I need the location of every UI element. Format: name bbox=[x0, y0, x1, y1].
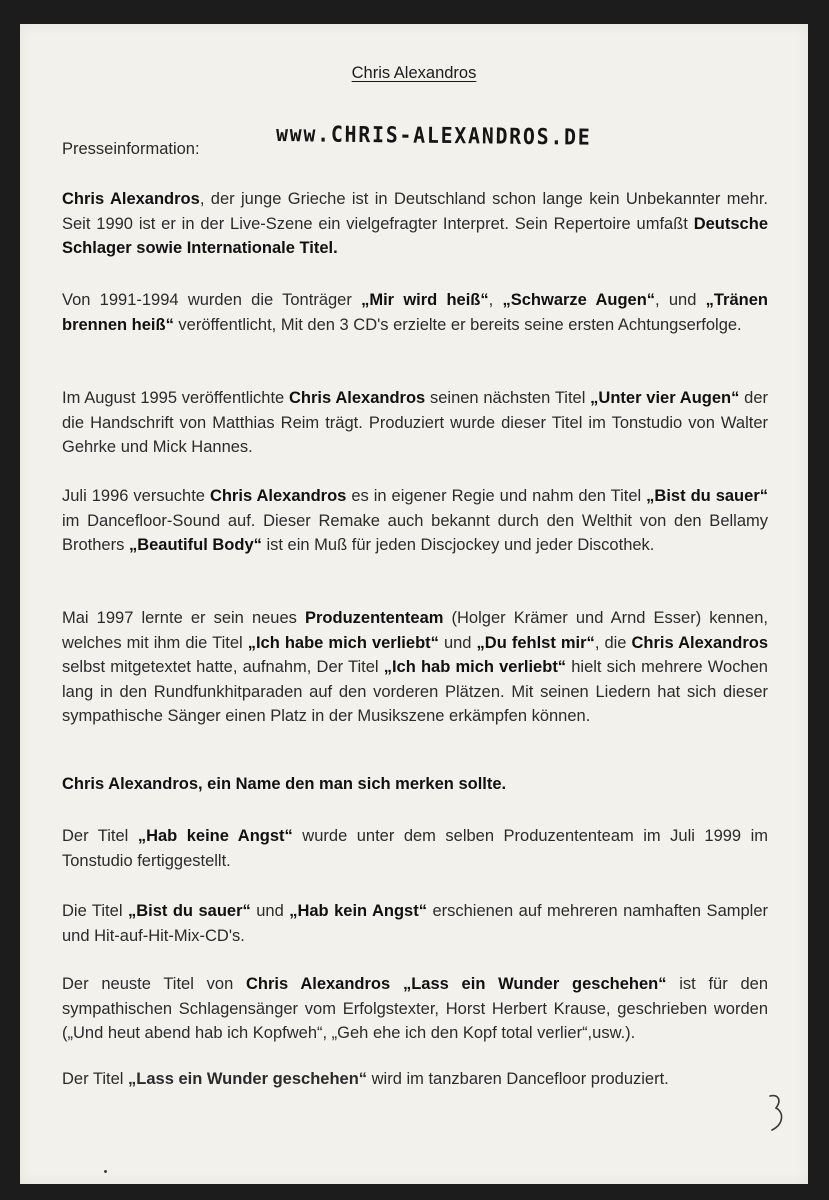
artist-name: Chris Alexandros bbox=[631, 633, 768, 652]
paragraph-1999 bbox=[62, 824, 768, 873]
song-title: „Ich hab mich verliebt“ bbox=[383, 658, 567, 676]
paragraph-text: Der Titel bbox=[62, 827, 138, 845]
press-info-label: Presseinformation: bbox=[62, 140, 200, 158]
paragraph-text: hielt sich mehrere Wochen lang in den Rundfunkhitparaden auf den vorderen Plätzen. Mit seinen Liedern hat sich dieser sympathische Sänger einen Platz in der Musikszene erkämpfen können. bbox=[62, 658, 768, 725]
paragraph-text: im Dancefloor-Sound auf. Dieser Remake auch bekannt durch den Welthit von den Bellamy Brothers bbox=[62, 511, 768, 554]
paragraph-text: , die bbox=[594, 633, 632, 652]
paragraph-text: ist ein Muß für jeden Discjockey und jeder Discothek. bbox=[261, 536, 655, 554]
paragraph-text: Von 1991-1994 wurden die Tonträger bbox=[62, 291, 362, 309]
artist-name: Chris Alexandros bbox=[246, 975, 391, 993]
website-stamp: www.CHRIS-ALEXANDROS.DE bbox=[275, 122, 592, 151]
paragraph-text: Der neuste Titel von bbox=[62, 975, 246, 993]
song-title: „Du fehlst mir“ bbox=[476, 633, 595, 652]
press-sheet bbox=[20, 24, 808, 1184]
song-title: „Tränen brennen heiß“ bbox=[62, 291, 768, 334]
paragraph-text: Mai 1997 lernte er sein neues bbox=[62, 609, 305, 627]
paragraph-early-releases bbox=[62, 288, 768, 337]
paragraph-text: , bbox=[488, 291, 503, 309]
artist-name: Chris Alexandros bbox=[289, 389, 426, 407]
song-title: „Ich habe mich verliebt“ bbox=[247, 633, 439, 652]
paragraph-text: erschienen auf mehreren namhaften Sampler und Hit-auf-Hit-Mix-CD's. bbox=[62, 902, 769, 945]
document-title: Chris Alexandros bbox=[351, 64, 477, 82]
paragraph-text: der die Handschrift von Matthias Reim trägt. Produziert wurde dieser Titel im Tonstudio von Walter Gehrke und Mick Hannes. bbox=[62, 389, 768, 456]
song-title: „Mir wird heiß“ bbox=[361, 291, 489, 309]
paragraph-text: und bbox=[250, 902, 290, 920]
paragraph-text: ist für den sympathischen Schlagensänger vom Erfolgstexter, Horst Herbert Krause, geschrieben worden („Und heut abend hab ich Kopfweh“, „Geh ehe ich den Kopf total verlier“,usw.). bbox=[62, 975, 769, 1042]
paper-speck bbox=[104, 1170, 107, 1173]
song-title: „Lass ein Wunder geschehen“ bbox=[128, 1070, 368, 1088]
paragraph-text: , der junge Grieche ist in Deutschland schon lange kein Unbekannter mehr. Seit 1990 ist er in der Live-Szene ein vielgefragter Interpret. Sein Repertoire umfaßt bbox=[62, 190, 768, 233]
paragraph-1995 bbox=[62, 386, 768, 460]
paragraph-samplers bbox=[62, 899, 768, 948]
producer-team: Produzententeam bbox=[304, 609, 444, 627]
song-title: „Unter vier Augen“ bbox=[590, 389, 740, 407]
paragraph-text: Im August 1995 veröffentlichte bbox=[62, 389, 290, 407]
paragraph-text: Der Titel bbox=[62, 1070, 129, 1088]
artist-name: Chris Alexandros bbox=[209, 487, 347, 505]
paragraph-text: und bbox=[438, 633, 477, 652]
paragraph-text: selbst mitgetextet hatte, aufnahm, Der Titel bbox=[62, 658, 384, 676]
paragraph-text: veröffentlicht, Mit den 3 CD's erzielte er bereits seine ersten Achtungserfolge. bbox=[173, 315, 742, 334]
paragraph-1997 bbox=[62, 606, 768, 729]
closing-line bbox=[62, 1067, 669, 1092]
song-title: „Bist du sauer“ bbox=[646, 487, 768, 505]
paragraph-text: , und bbox=[655, 291, 706, 309]
paragraph-intro bbox=[62, 187, 768, 261]
paragraph-text: es in eigener Regie und nahm den Titel bbox=[346, 487, 647, 505]
song-title: „Schwarze Augen“ bbox=[502, 291, 656, 309]
paragraph-text: wird im tanzbaren Dancefloor produziert. bbox=[367, 1070, 669, 1088]
paragraph-1996 bbox=[62, 484, 768, 558]
paragraph-text: Juli 1996 versuchte bbox=[62, 487, 210, 505]
paragraph-text bbox=[390, 975, 403, 993]
paragraph-text: (Holger Krämer und Arnd Esser) kennen, welches mit ihm die Titel bbox=[62, 609, 768, 652]
song-title: „Lass ein Wunder geschehen“ bbox=[402, 975, 667, 993]
repertoire-emphasis: Deutsche Schlager sowie Internationale Titel. bbox=[62, 214, 768, 257]
paragraph-text: Die Titel bbox=[62, 902, 128, 920]
song-title: „Hab kein Angst“ bbox=[289, 902, 427, 920]
tagline: Chris Alexandros, ein Name den man sich merken sollte. bbox=[62, 775, 507, 793]
song-title: „Bist du sauer“ bbox=[127, 902, 251, 920]
handwritten-mark-icon bbox=[764, 1092, 788, 1134]
paragraph-text: seinen nächsten Titel bbox=[425, 389, 591, 407]
artist-name: Chris Alexandros bbox=[62, 190, 200, 208]
paragraph-newest-title bbox=[62, 972, 768, 1046]
song-title: „Beautiful Body“ bbox=[128, 536, 262, 554]
paragraph-text: wurde unter dem selben Produzententeam im Juli 1999 im Tonstudio fertiggestellt. bbox=[62, 827, 768, 870]
song-title: „Hab keine Angst“ bbox=[137, 827, 293, 845]
